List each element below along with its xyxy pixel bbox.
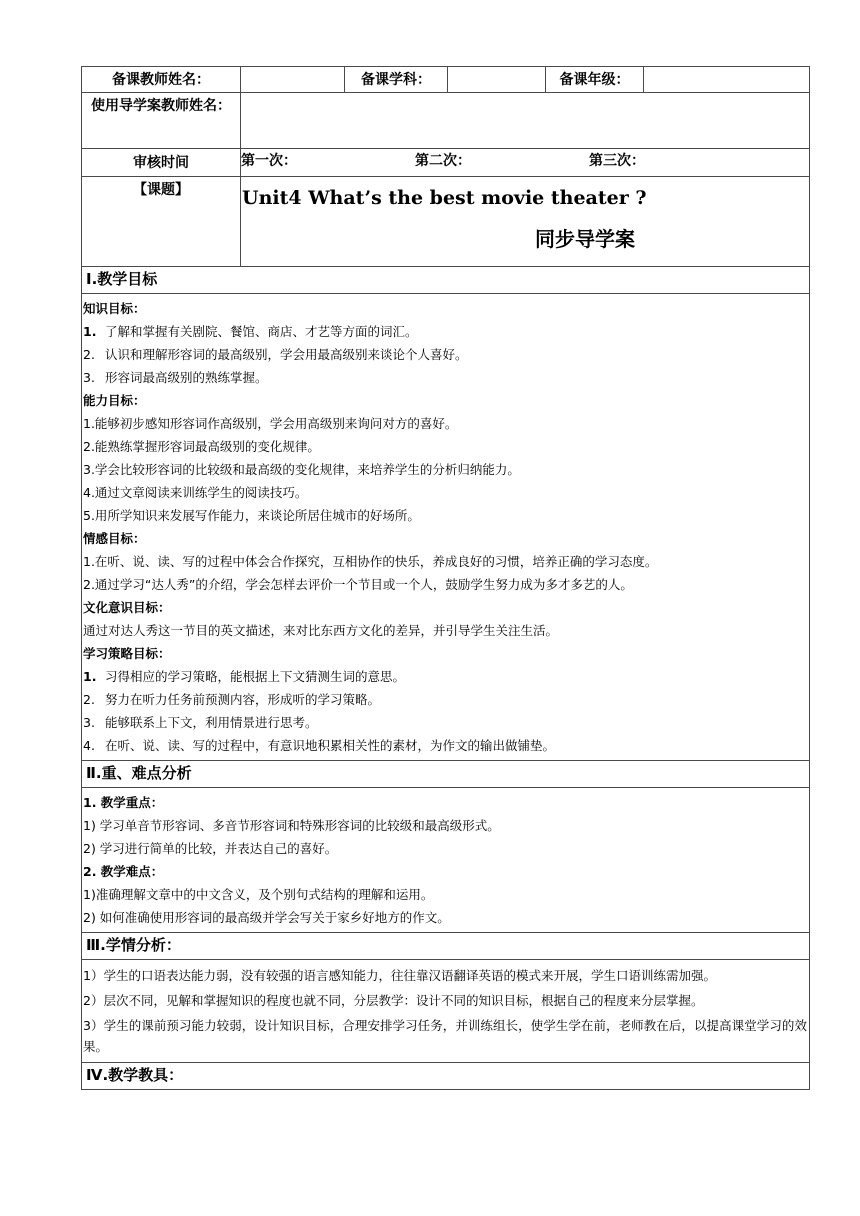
- emotion-item: 2.通过学习“达人秀”的介绍，学会怎样去评价一个节目或一个人，鼓励学生努力成为多才多艺的人。: [83, 577, 633, 592]
- difficulty-item: 2) 如何准确使用形容词的最高级并学会写关于家乡好地方的作文。: [83, 910, 450, 925]
- strategy-item: [83, 711, 807, 734]
- subject-label: 备课学科：: [345, 67, 448, 93]
- section-1-body: [82, 294, 810, 761]
- emotion-item: 1.在听、说、读、写的过程中体会合作探究，互相协作的快乐，养成良好的习惯，培养正确的学习态度。: [83, 554, 658, 569]
- analysis-item: 1）学生的口语表达能力弱，没有较强的语言感知能力，往往靠汉语翻译英语的模式来开展，学生口语训练需加强。: [83, 968, 716, 983]
- ability-item: 4.通过文章阅读来训练学生的阅读技巧。: [83, 485, 308, 500]
- knowledge-item-text: 了解和掌握有关剧院、餐馆、商店、才艺等方面的词汇。: [105, 324, 418, 339]
- teacher-value[interactable]: [241, 67, 345, 93]
- user-teacher-label: 使用导学案教师姓名：: [82, 93, 241, 149]
- difficulty-label: 2. 教学难点：: [83, 864, 164, 879]
- strategy-item-number: 2.: [83, 692, 95, 707]
- header-row-topic: [82, 177, 810, 267]
- section-4-header: [82, 1063, 810, 1090]
- strategy-item: [83, 665, 807, 688]
- knowledge-item: [83, 320, 807, 343]
- review-second: 第二次：: [415, 153, 471, 169]
- topic-cell: [241, 177, 810, 267]
- ability-item: 3.学会比较形容词的比较级和最高级的变化规律，来培养学生的分析归纳能力。: [83, 462, 520, 477]
- key-point-item: 2) 学习进行简单的比较，并表达自己的喜好。: [83, 841, 338, 856]
- header-row-user: [82, 93, 810, 149]
- section-4-title: Ⅳ.教学教具：: [82, 1063, 810, 1090]
- analysis-item: 2）层次不同，见解和掌握知识的程度也就不同，分层教学：设计不同的知识目标，根据自己的程度来分层掌握。: [83, 993, 704, 1008]
- review-first: 第一次：: [241, 153, 297, 169]
- strategy-item-number: 4.: [83, 738, 95, 753]
- section-3-body: [82, 960, 810, 1063]
- knowledge-item-number: 1.: [83, 324, 97, 339]
- difficulty-item: 1)准确理解文章中的中文含义，及个别句式结构的理解和运用。: [83, 887, 434, 902]
- knowledge-item: [83, 343, 807, 366]
- ability-item: 1.能够初步感知形容词作高级别，学会用高级别来询问对方的喜好。: [83, 416, 458, 431]
- key-points-label: 1. 教学重点：: [83, 795, 164, 810]
- culture-text: 通过对达人秀这一节目的英文描述，来对比东西方文化的差异，并引导学生关注生活。: [83, 623, 559, 638]
- subject-value[interactable]: [448, 67, 546, 93]
- knowledge-item-text: 认识和理解形容词的最高级别，学会用最高级别来谈论个人喜好。: [105, 347, 468, 362]
- header-row-review: [82, 149, 810, 177]
- analysis-item: 3）学生的课前预习能力较弱，设计知识目标，合理安排学习任务，并训练组长，使学生学在前，老师教在后，以提高课堂学习的效果。: [83, 1018, 807, 1054]
- topic-title: Unit4 What’s the best movie theater ?: [242, 187, 647, 209]
- ability-item: 5.用所学知识来发展写作能力，来谈论所居住城市的好场所。: [83, 508, 420, 523]
- section-1-title: Ⅰ.教学目标: [82, 267, 810, 294]
- strategy-item: [83, 734, 807, 757]
- ability-label: 能力目标：: [83, 393, 146, 408]
- user-teacher-value[interactable]: [241, 93, 810, 149]
- culture-label: 文化意识目标：: [83, 600, 171, 615]
- topic-label: 【课题】: [82, 177, 241, 267]
- strategy-item-text: 习得相应的学习策略，能根据上下文猜测生词的意思。: [105, 669, 406, 684]
- grade-value[interactable]: [644, 67, 810, 93]
- knowledge-item: [83, 366, 807, 389]
- section-2-body: [82, 788, 810, 933]
- section-2-title: Ⅱ.重、难点分析: [82, 761, 810, 788]
- strategy-label: 学习策略目标：: [83, 646, 171, 661]
- knowledge-item-number: 2.: [83, 347, 95, 362]
- section-1-body: [82, 294, 810, 761]
- strategy-item-number: 3.: [83, 715, 95, 730]
- strategy-item: [83, 688, 807, 711]
- grade-label: 备课年级：: [546, 67, 644, 93]
- key-point-item: 1) 学习单音节形容词、多音节形容词和特殊形容词的比较级和最高级形式。: [83, 818, 500, 833]
- teacher-label: 备课教师姓名：: [82, 67, 241, 93]
- section-2-body: [82, 788, 810, 933]
- review-label: 审核时间: [82, 149, 241, 177]
- knowledge-item-number: 3.: [83, 370, 95, 385]
- review-times: [241, 149, 810, 177]
- strategy-item-text: 在听、说、读、写的过程中，有意识地积累相关性的素材，为作文的输出做铺垫。: [105, 738, 556, 753]
- topic-subtitle: 同步导学案: [535, 227, 635, 251]
- header-row-teacher: [82, 67, 810, 93]
- emotion-label: 情感目标：: [83, 531, 146, 546]
- knowledge-label: 知识目标：: [83, 301, 146, 316]
- section-1-header: [82, 267, 810, 294]
- section-3-title: Ⅲ.学情分析：: [82, 933, 810, 960]
- review-third: 第三次：: [589, 153, 645, 169]
- lesson-plan-table: [81, 66, 810, 1090]
- strategy-item-text: 努力在听力任务前预测内容，形成听的学习策略。: [105, 692, 381, 707]
- section-2-header: [82, 761, 810, 788]
- section-3-header: [82, 933, 810, 960]
- strategy-item-number: 1.: [83, 669, 97, 684]
- knowledge-item-text: 形容词最高级别的熟练掌握。: [105, 370, 268, 385]
- strategy-item-text: 能够联系上下文，利用情景进行思考。: [105, 715, 318, 730]
- section-3-body: [82, 960, 810, 1063]
- ability-item: 2.能熟练掌握形容词最高级别的变化规律。: [83, 439, 320, 454]
